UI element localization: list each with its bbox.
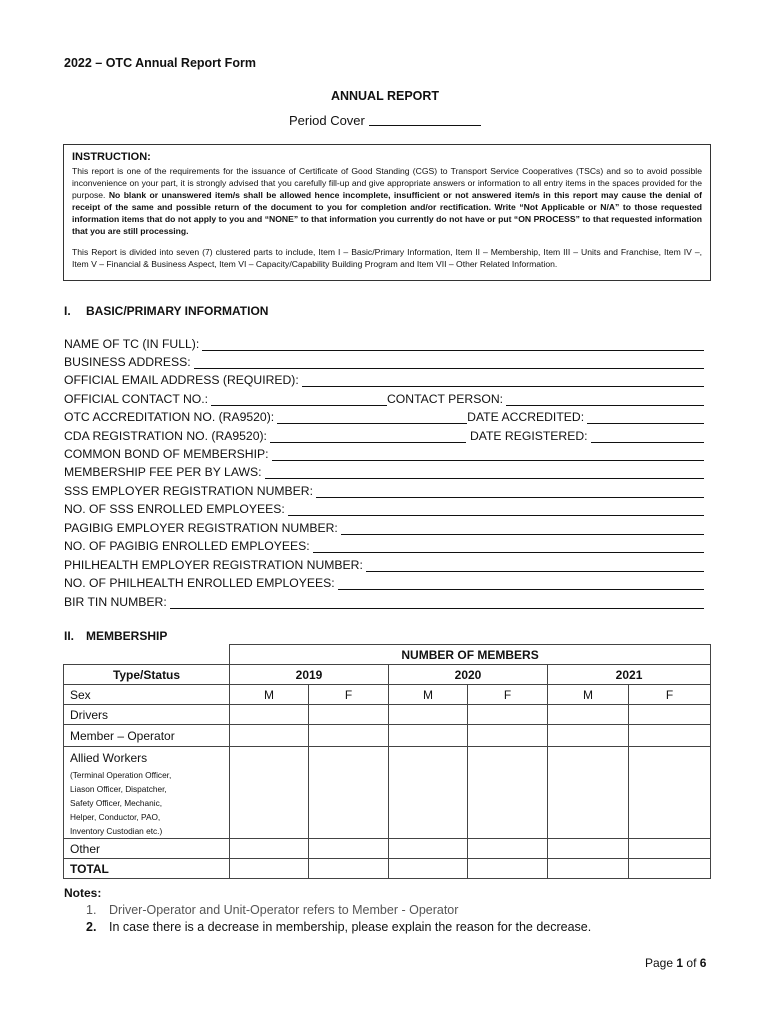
input-cell[interactable]: [230, 859, 309, 879]
common-bond-input[interactable]: [272, 448, 705, 461]
bir-tin-input[interactable]: [170, 596, 704, 609]
input-cell[interactable]: [629, 747, 711, 839]
pagibig-employer-input[interactable]: [341, 522, 704, 535]
year-2019-header: 2019: [230, 665, 389, 685]
report-title: ANNUAL REPORT: [330, 89, 440, 103]
page-word: Page: [645, 956, 674, 970]
field-email: [64, 371, 704, 387]
period-cover-label: Period Cover: [289, 113, 365, 128]
name-of-tc-input[interactable]: [202, 338, 704, 351]
table-row: [64, 859, 711, 879]
contact-person-input[interactable]: [506, 393, 704, 406]
input-cell[interactable]: [629, 705, 711, 725]
allied-workers-cell: [64, 747, 230, 839]
type-status-header: Type/Status: [64, 665, 230, 685]
allied-sub-line: (Terminal Operation Officer,: [70, 770, 172, 780]
table-row: [64, 839, 711, 859]
instruction-paragraph-2: This Report is divided into seven (7) clustered parts to include, Item I – Basic/Primary Information, Item II – Membership, Item III – Units and Franchise, Item IV –, Item V – Financial & Business Aspect, Item VI – Capacity/Capability Building Program and Item VII – Other Related Information.: [72, 247, 702, 269]
input-cell[interactable]: [468, 859, 548, 879]
input-cell[interactable]: [548, 839, 629, 859]
field-name-of-tc: [64, 335, 704, 351]
field-label: CDA REGISTRATION NO. (RA9520):: [64, 429, 267, 443]
input-cell[interactable]: [389, 859, 468, 879]
field-cda-registration-row: [64, 427, 704, 443]
female-header: F: [468, 685, 548, 705]
field-philhealth-employer: [64, 556, 704, 572]
male-header: M: [230, 685, 309, 705]
field-label: CONTACT PERSON:: [387, 392, 504, 406]
input-cell[interactable]: [389, 839, 468, 859]
member-operator-label: Member – Operator: [64, 725, 230, 747]
input-cell[interactable]: [230, 725, 309, 747]
input-cell[interactable]: [389, 725, 468, 747]
field-philhealth-enrolled: [64, 574, 704, 590]
otc-accreditation-input[interactable]: [277, 411, 467, 424]
other-label: Other: [64, 839, 230, 859]
input-cell[interactable]: [230, 705, 309, 725]
input-cell[interactable]: [309, 859, 389, 879]
input-cell[interactable]: [309, 747, 389, 839]
number-of-members-header: NUMBER OF MEMBERS: [230, 645, 711, 665]
pagibig-enrolled-input[interactable]: [313, 540, 704, 553]
field-sss-employer: [64, 482, 704, 498]
note-number: 2.: [86, 920, 97, 934]
female-header: F: [629, 685, 711, 705]
field-label: PHILHEALTH EMPLOYER REGISTRATION NUMBER:: [64, 558, 363, 572]
table-row: [64, 665, 711, 685]
membership-table: [63, 644, 711, 879]
total-pages: 6: [699, 956, 707, 970]
allied-sub-line: Inventory Custodian etc.): [70, 826, 163, 836]
business-address-input[interactable]: [194, 356, 704, 369]
page-number: [645, 956, 706, 970]
input-cell[interactable]: [468, 747, 548, 839]
period-cover-input[interactable]: [369, 113, 481, 126]
date-accredited-input[interactable]: [587, 411, 704, 424]
section-2-title: MEMBERSHIP: [86, 629, 168, 643]
input-cell[interactable]: [629, 725, 711, 747]
instruction-heading: INSTRUCTION:: [72, 151, 151, 163]
field-contact-row: [64, 390, 704, 406]
male-header: M: [548, 685, 629, 705]
field-label: DATE REGISTERED:: [469, 429, 588, 443]
field-label: DATE ACCREDITED:: [467, 410, 585, 424]
table-row: [64, 685, 711, 705]
total-label: TOTAL: [64, 859, 230, 879]
input-cell[interactable]: [629, 859, 711, 879]
field-label: NO. OF SSS ENROLLED EMPLOYEES:: [64, 502, 285, 516]
sss-employer-input[interactable]: [316, 485, 704, 498]
section-1-number: I.: [64, 304, 71, 318]
instruction-box: [63, 144, 711, 281]
field-label: NO. OF PAGIBIG ENROLLED EMPLOYEES:: [64, 539, 310, 553]
field-membership-fee: [64, 463, 704, 479]
table-row: [64, 645, 711, 665]
instruction-paragraph-1: [72, 165, 702, 237]
input-cell[interactable]: [389, 747, 468, 839]
instruction-bold-text: No blank or unanswered item/s shall be allowed hence incomplete, insufficient or not answered item/s in this report may cause the denial of receipt of the same and possible return of the document to you for completion and/or rectification. Write “Not Applicable or N/A” to those requested information items that do not apply to you and “NONE” to that information you currently do not have or put “ON PROCESS” to that requested information that you are still processing.: [72, 190, 702, 236]
field-label: NO. OF PHILHEALTH ENROLLED EMPLOYEES:: [64, 576, 335, 590]
field-label: PAGIBIG EMPLOYER REGISTRATION NUMBER:: [64, 521, 338, 535]
philhealth-enrolled-input[interactable]: [338, 577, 704, 590]
date-registered-input[interactable]: [591, 430, 704, 443]
year-2020-header: 2020: [389, 665, 548, 685]
field-business-address: [64, 353, 704, 369]
section-2-number: II.: [64, 629, 75, 643]
input-cell[interactable]: [309, 725, 389, 747]
input-cell[interactable]: [548, 747, 629, 839]
input-cell[interactable]: [468, 705, 548, 725]
of-word: of: [686, 956, 697, 970]
input-cell[interactable]: [230, 839, 309, 859]
instruction-plain-text: This report is one of the requirements for the issuance of Certificate of Good Standing (CGS) to Transport Service Cooperatives (TSCs) and so to avoid possible inconvenience on your part, it is strongly advised that you carefully fill-up and give appropriate answers or information to all entry items in the spaces provided for the purpose.: [72, 166, 702, 200]
field-otc-accreditation-row: [64, 408, 704, 424]
input-cell[interactable]: [468, 725, 548, 747]
blank-cell: [64, 645, 230, 665]
input-cell[interactable]: [230, 747, 309, 839]
cda-registration-input[interactable]: [270, 430, 466, 443]
section-1-title: BASIC/PRIMARY INFORMATION: [86, 304, 269, 318]
sex-label: Sex: [64, 685, 230, 705]
form-title: 2022 – OTC Annual Report Form: [64, 56, 256, 70]
field-label: OFFICIAL EMAIL ADDRESS (REQUIRED):: [64, 373, 299, 387]
input-cell[interactable]: [548, 725, 629, 747]
table-row: [64, 705, 711, 725]
note-1: [86, 903, 458, 917]
current-page: 1: [676, 956, 684, 970]
allied-sub-line: Helper, Conductor, PAO,: [70, 812, 161, 822]
allied-sub-line: Liason Officer, Dispatcher,: [70, 784, 167, 794]
allied-sub-line: Safety Officer, Mechanic,: [70, 798, 163, 808]
female-header: F: [309, 685, 389, 705]
email-input[interactable]: [302, 374, 704, 387]
field-label: NAME OF TC (IN FULL):: [64, 337, 200, 351]
section-1-heading: [64, 304, 268, 318]
sss-enrolled-input[interactable]: [288, 503, 704, 516]
field-label: OTC ACCREDITATION NO. (RA9520):: [64, 410, 275, 424]
note-2: [86, 920, 591, 934]
field-pagibig-enrolled: [64, 537, 704, 553]
field-label: OFFICIAL CONTACT NO.:: [64, 392, 208, 406]
input-cell[interactable]: [548, 859, 629, 879]
input-cell[interactable]: [468, 839, 548, 859]
philhealth-employer-input[interactable]: [366, 559, 704, 572]
input-cell[interactable]: [548, 705, 629, 725]
note-text: In case there is a decrease in membership, please explain the reason for the decrease.: [109, 920, 592, 934]
field-label: COMMON BOND OF MEMBERSHIP:: [64, 447, 269, 461]
table-row: [64, 725, 711, 747]
field-label: MEMBERSHIP FEE PER BY LAWS:: [64, 465, 262, 479]
field-bir-tin: [64, 593, 704, 609]
period-cover: [289, 113, 481, 128]
note-text: Driver-Operator and Unit-Operator refers to Member - Operator: [109, 903, 459, 917]
input-cell[interactable]: [309, 839, 389, 859]
input-cell[interactable]: [309, 705, 389, 725]
field-label: BIR TIN NUMBER:: [64, 595, 167, 609]
input-cell[interactable]: [389, 705, 468, 725]
table-row: [64, 747, 711, 839]
contact-no-input[interactable]: [211, 393, 387, 406]
membership-fee-input[interactable]: [265, 466, 704, 479]
field-pagibig-employer: [64, 519, 704, 535]
year-2021-header: 2021: [548, 665, 711, 685]
allied-workers-description: [70, 768, 223, 838]
field-sss-enrolled: [64, 500, 704, 516]
drivers-label: Drivers: [64, 705, 230, 725]
input-cell[interactable]: [629, 839, 711, 859]
section-2-heading: [64, 629, 167, 643]
male-header: M: [389, 685, 468, 705]
notes-heading: Notes:: [64, 886, 102, 900]
note-number: 1.: [86, 903, 97, 917]
field-common-bond: [64, 445, 704, 461]
allied-workers-label: Allied Workers: [70, 751, 148, 765]
field-label: BUSINESS ADDRESS:: [64, 355, 191, 369]
field-label: SSS EMPLOYER REGISTRATION NUMBER:: [64, 484, 313, 498]
